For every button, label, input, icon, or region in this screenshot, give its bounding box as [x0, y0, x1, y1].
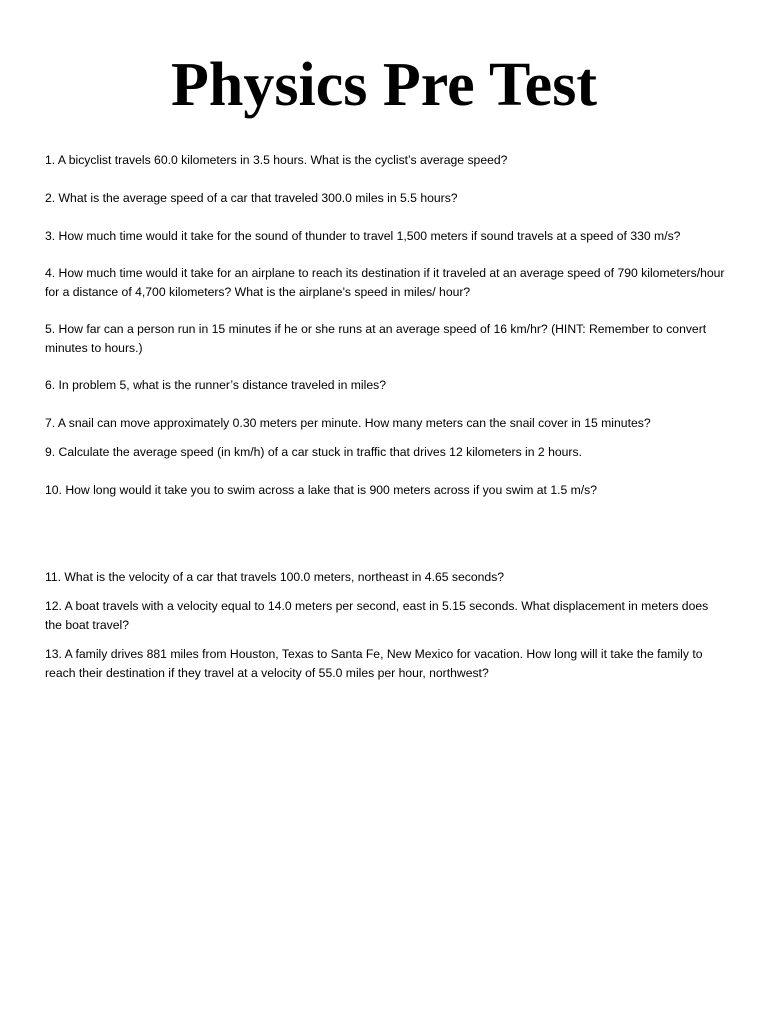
question-6: 6. In problem 5, what is the runner’s distance traveled in miles?	[45, 378, 386, 392]
question-1: 1. A bicyclist travels 60.0 kilometers in 3.5 hours. What is the cyclist’s average speed?	[45, 153, 508, 167]
question-7: 7. A snail can move approximately 0.30 meters per minute. How many meters can the snail cover in 15 minutes?	[45, 416, 651, 430]
question-12: 12. A boat travels with a velocity equal to 14.0 meters per second, east in 5.15 seconds. What displacement in meters does the boat travel?	[45, 599, 709, 632]
page-title: Physics Pre Test	[171, 51, 597, 119]
question-4: 4. How much time would it take for an airplane to reach its destination if it traveled at an average speed of 790 kilometers/hour for a distance of 4,700 kilometers? What is the airplane’s speed in miles/ hour?	[45, 266, 725, 299]
question-5: 5. How far can a person run in 15 minutes if he or she runs at an average speed of 16 km/hr? (HINT: Remember to convert minutes to hours.)	[45, 322, 707, 355]
question-3: 3. How much time would it take for the sound of thunder to travel 1,500 meters if sound travels at a speed of 330 m/s?	[45, 229, 681, 243]
question-2: 2. What is the average speed of a car that traveled 300.0 miles in 5.5 hours?	[45, 191, 458, 205]
question-10: 10. How long would it take you to swim across a lake that is 900 meters across if you swim at 1.5 m/s?	[45, 483, 598, 497]
question-11: 11. What is the velocity of a car that travels 100.0 meters, northeast in 4.65 seconds?	[45, 570, 505, 584]
question-9: 9. Calculate the average speed (in km/h) of a car stuck in traffic that drives 12 kilometers in 2 hours.	[45, 445, 582, 459]
question-13: 13. A family drives 881 miles from Houston, Texas to Santa Fe, New Mexico for vacation. How long will it take the family to reach their destination if they travel at a velocity of 55.0 miles per hour, northwest?	[45, 647, 703, 680]
